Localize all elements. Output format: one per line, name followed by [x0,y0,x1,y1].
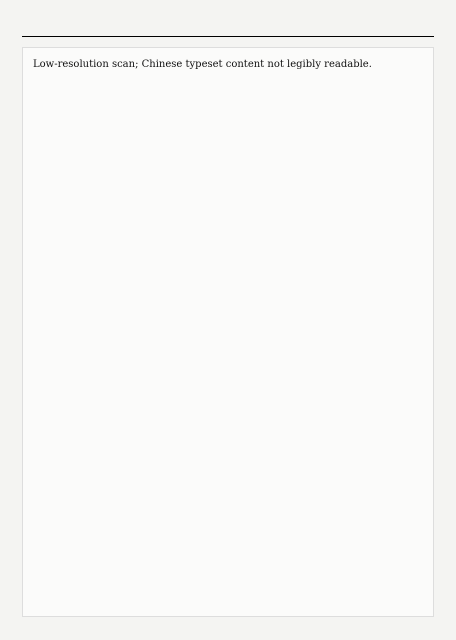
body-text: Low-resolution scan; Chinese typeset content not legibly readable. [22,47,434,617]
page-body [22,47,434,617]
header [22,18,434,37]
